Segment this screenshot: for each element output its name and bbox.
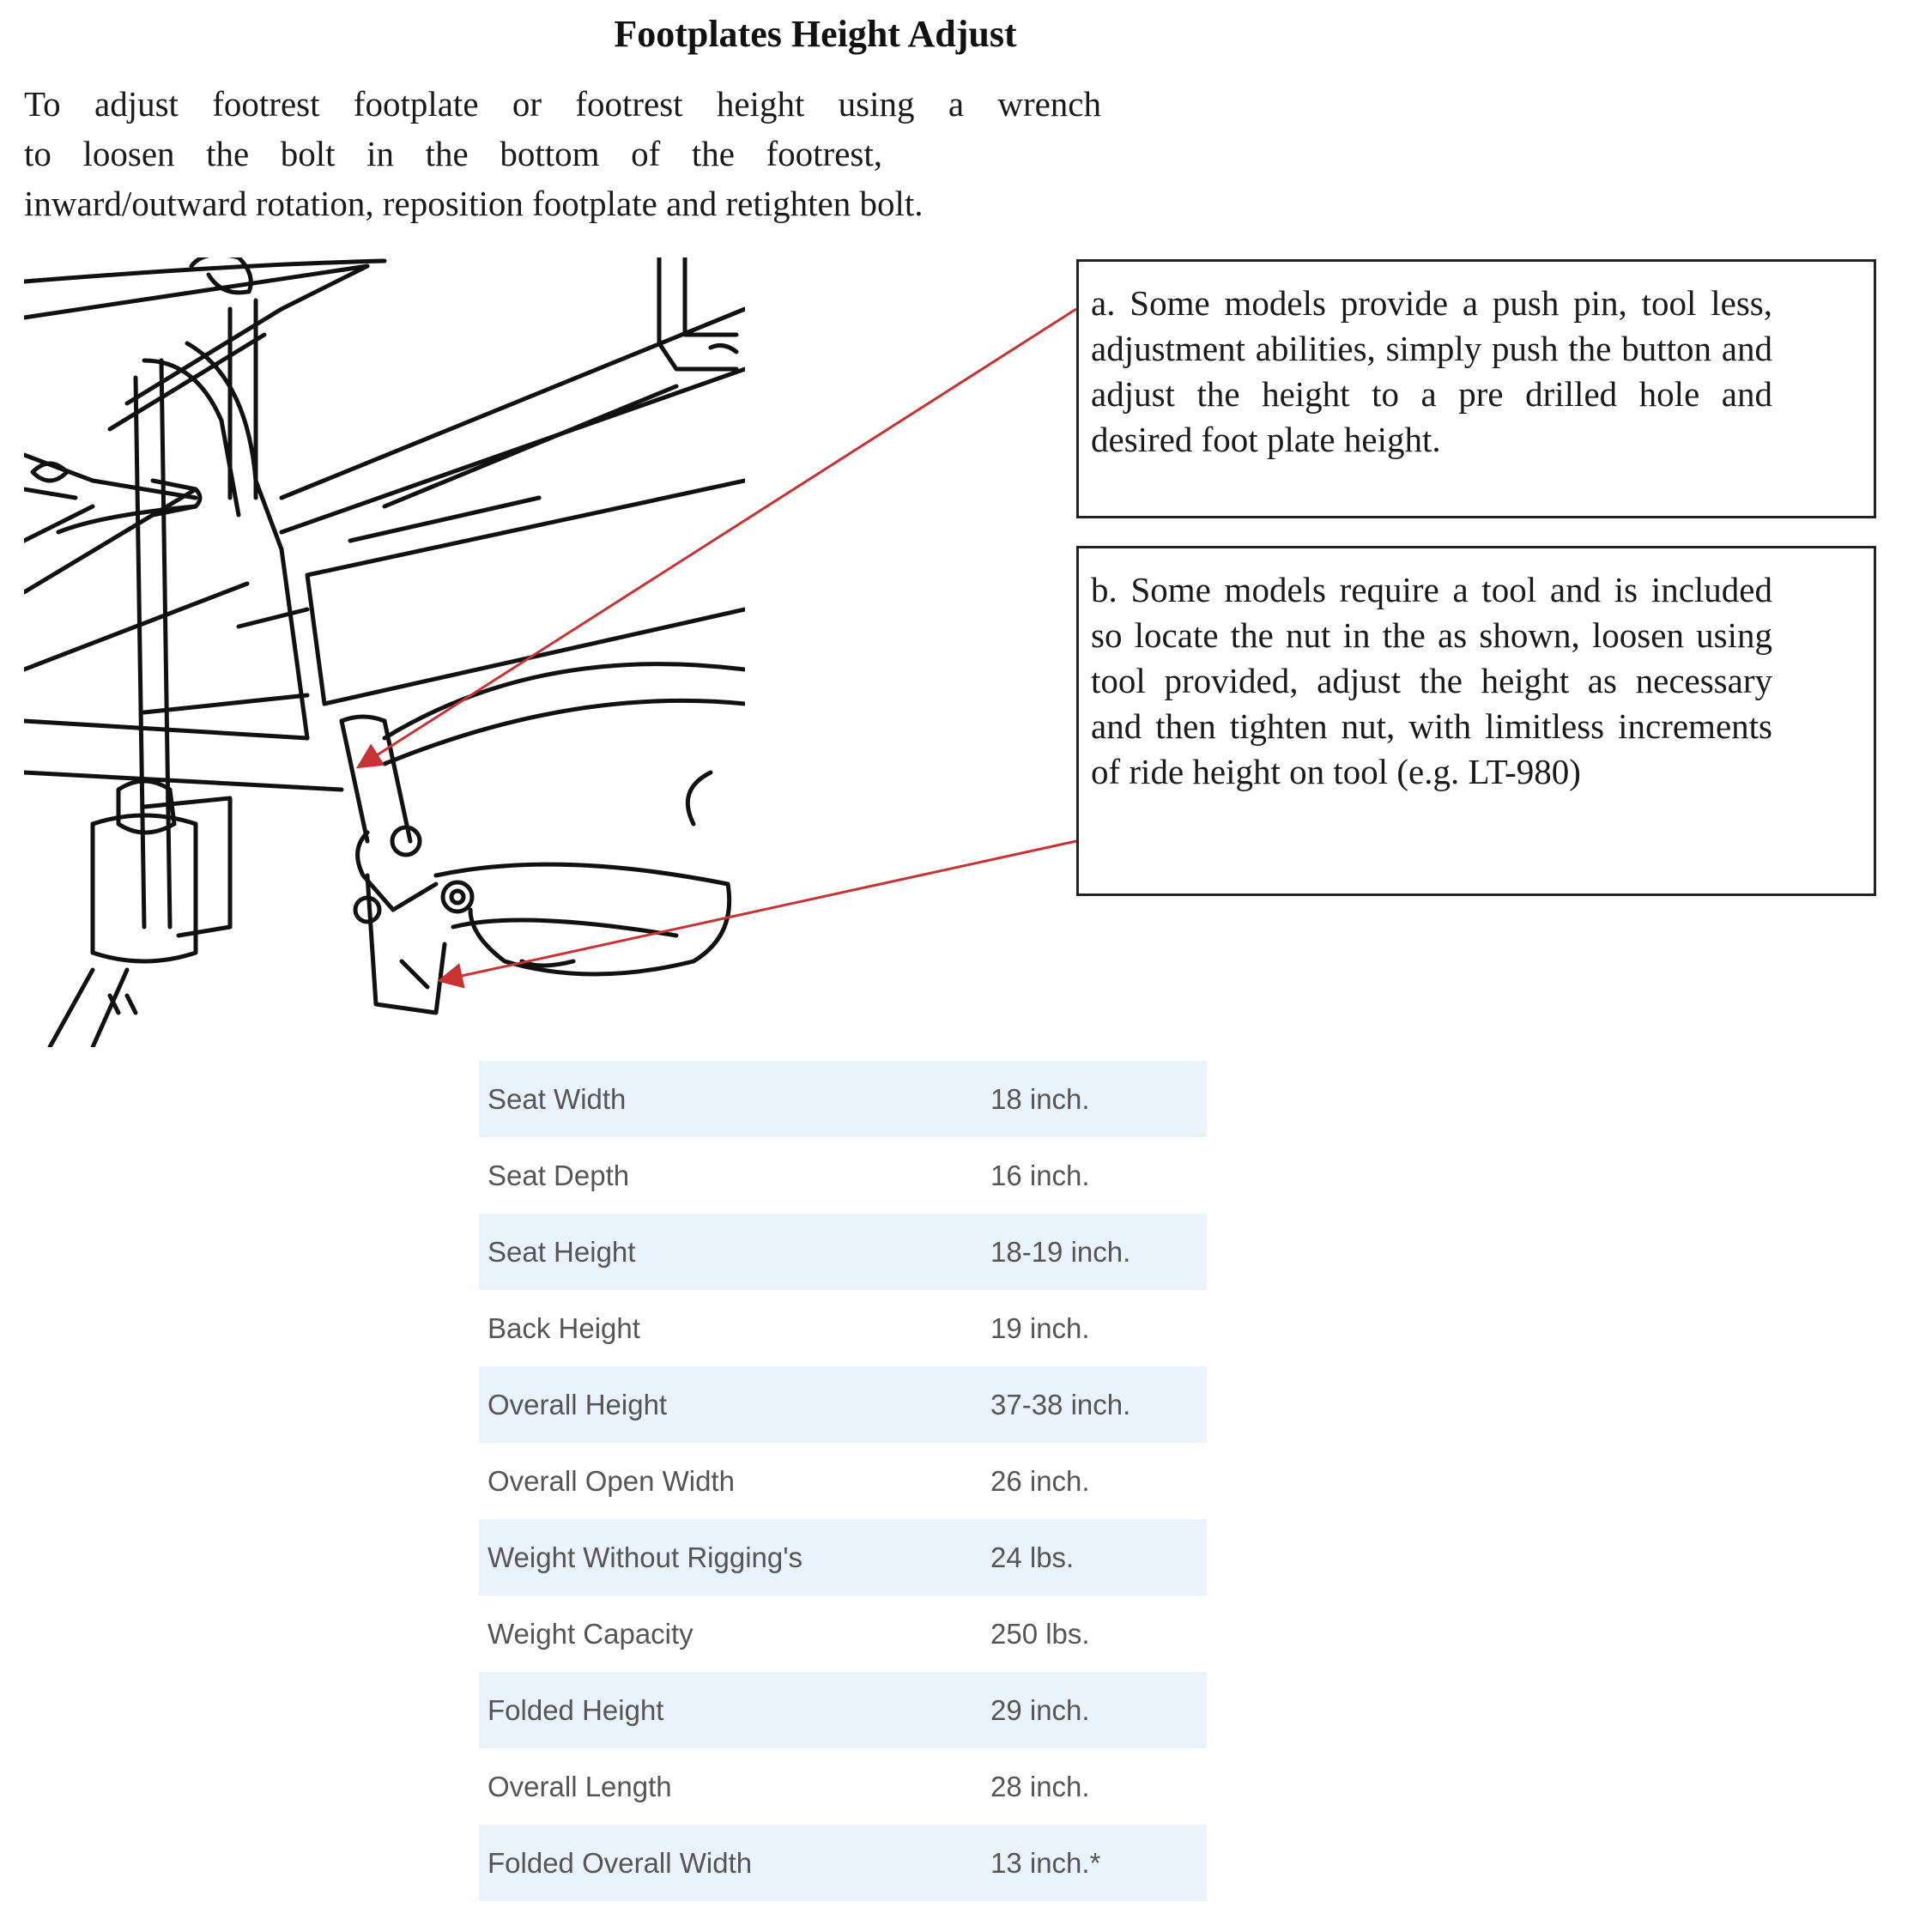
spec-label: Back Height — [488, 1311, 640, 1344]
footrest-illustration — [24, 257, 745, 1047]
spec-value: 18-19 inch. — [982, 1214, 1207, 1290]
spec-label: Seat Width — [479, 1061, 982, 1137]
spec-value: 13 inch.* — [982, 1825, 1207, 1901]
page-title: Footplates Height Adjust — [614, 13, 1017, 55]
spec-value: 24 lbs. — [982, 1519, 1207, 1596]
table-row — [479, 1061, 1207, 1137]
table-row — [479, 1825, 1207, 1901]
specifications-table — [479, 1061, 1207, 1901]
table-row — [479, 1596, 1207, 1672]
spec-value: 29 inch. — [982, 1672, 1207, 1748]
spec-value: 18 inch. — [982, 1061, 1207, 1137]
spec-label: Folded Height — [479, 1672, 982, 1748]
spec-value: 28 inch. — [990, 1770, 1090, 1802]
table-row — [479, 1519, 1207, 1596]
spec-value: 19 inch. — [990, 1311, 1090, 1344]
intro-paragraph — [24, 79, 1101, 228]
spec-label: Seat Depth — [488, 1159, 630, 1191]
table-row — [479, 1290, 1207, 1366]
spec-label: Seat Height — [479, 1214, 982, 1290]
table-row — [479, 1214, 1207, 1290]
spec-value: 16 inch. — [990, 1159, 1090, 1191]
note-b-box: b. Some models require a tool and is included so locate the nut in the as shown, loosen using tool provided, adjust the height as necessary and then tighten nut, with limitless increments of ride height on tool (e.g. LT-980) — [1076, 546, 1876, 896]
spec-label: Weight Capacity — [488, 1617, 693, 1650]
intro-line-2: to loosen the bolt in the bottom of the footrest, — [24, 134, 882, 173]
table-row — [479, 1672, 1207, 1748]
table-row — [479, 1137, 1207, 1214]
spec-label: Overall Length — [488, 1770, 672, 1802]
intro-line-3: inward/outward rotation, reposition footplate and retighten bolt. — [24, 184, 924, 223]
table-row — [479, 1748, 1207, 1825]
spec-value: 250 lbs. — [990, 1617, 1090, 1650]
spec-label: Folded Overall Width — [479, 1825, 982, 1901]
table-row — [479, 1366, 1207, 1443]
spec-label: Overall Height — [479, 1366, 982, 1443]
spec-label: Weight Without Rigging's — [479, 1519, 982, 1596]
table-row — [479, 1443, 1207, 1519]
note-a-box: a. Some models provide a push pin, tool less, adjustment abilities, simply push the button and adjust the height to a pre drilled hole and desired foot plate height. — [1076, 259, 1876, 518]
intro-line-1: To adjust footrest footplate or footrest height using a wrench — [24, 84, 1101, 124]
spec-value: 37-38 inch. — [982, 1366, 1207, 1443]
spec-value: 26 inch. — [990, 1464, 1090, 1497]
spec-label: Overall Open Width — [488, 1464, 735, 1497]
